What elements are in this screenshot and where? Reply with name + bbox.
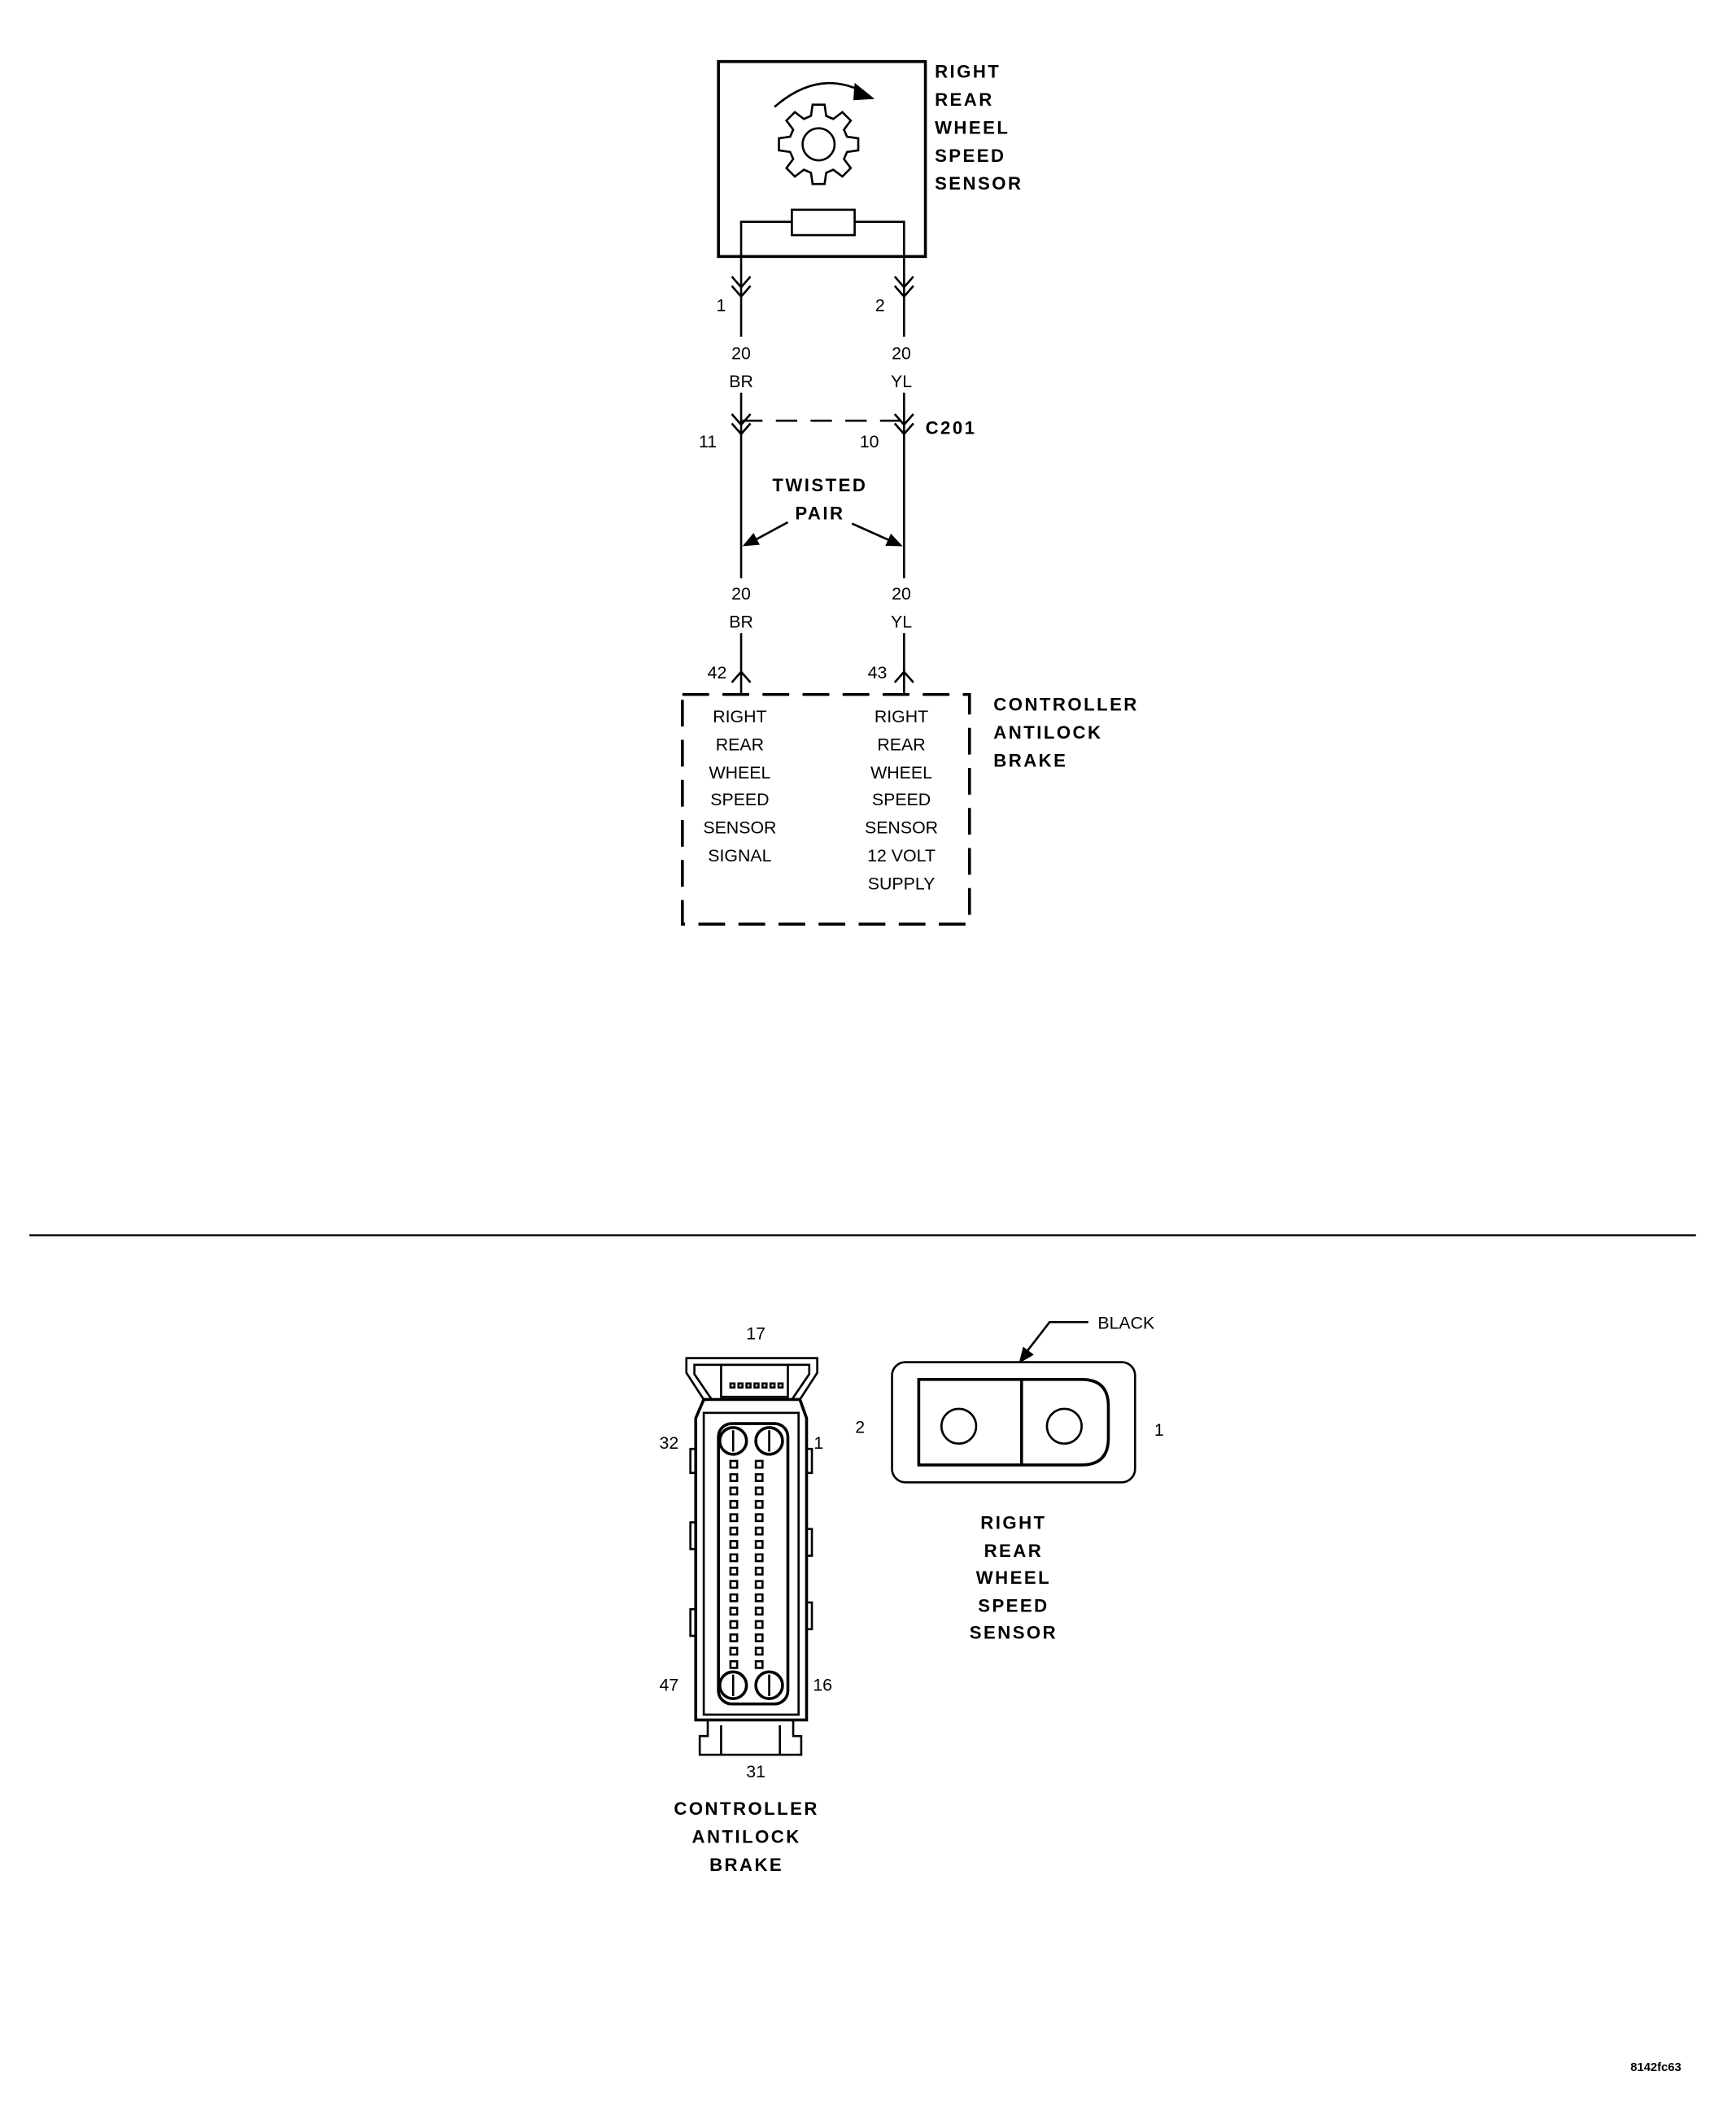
right-circuit-description bbox=[865, 707, 938, 893]
circuit-text: RIGHT bbox=[713, 707, 767, 727]
pin-cavity bbox=[731, 1608, 737, 1615]
controller-view-label-line: CONTROLLER bbox=[674, 1798, 819, 1819]
pin-cavities bbox=[731, 1461, 762, 1668]
circuit-text: 12 VOLT bbox=[867, 845, 936, 866]
color-leader-line bbox=[1027, 1322, 1088, 1351]
wire-color: BR bbox=[729, 612, 753, 632]
pin-cavity bbox=[731, 1594, 737, 1601]
pin-cavity bbox=[756, 1621, 762, 1628]
sensor-cavity-number-right: 1 bbox=[1154, 1419, 1164, 1440]
circuit-text: SPEED bbox=[871, 789, 931, 809]
pin-cavity bbox=[756, 1661, 762, 1668]
rotation-arrow bbox=[774, 83, 861, 107]
sensor-pin-left: 1 bbox=[716, 295, 726, 316]
pin-cavity bbox=[756, 1554, 762, 1561]
twisted-pair-callout bbox=[743, 475, 903, 546]
latch-dot bbox=[731, 1384, 735, 1388]
wheel-speed-sensor-symbol bbox=[718, 62, 925, 257]
arrowhead-icon bbox=[1018, 1346, 1033, 1363]
terminal-cavity bbox=[941, 1409, 976, 1444]
rotation-arrowhead-icon bbox=[853, 83, 875, 100]
cavity-number-lower-left: 47 bbox=[659, 1675, 679, 1695]
pin-cavity bbox=[731, 1621, 737, 1628]
sensor-label-line: REAR bbox=[935, 89, 994, 110]
cavity-number-top: 17 bbox=[746, 1323, 765, 1344]
pin-cavity bbox=[756, 1568, 762, 1574]
sensor-view-label-line: SPEED bbox=[978, 1595, 1049, 1616]
connector-latch-inner bbox=[695, 1365, 809, 1400]
pin-cavity bbox=[731, 1541, 737, 1547]
circuit-text: REAR bbox=[877, 735, 926, 755]
pin-cavity bbox=[731, 1634, 737, 1641]
sensor-label-line: RIGHT bbox=[935, 61, 1001, 82]
connector-pin-field bbox=[718, 1424, 787, 1704]
figure-id: 8142fc63 bbox=[1630, 2061, 1681, 2075]
twisted-pair-arrow bbox=[852, 524, 889, 541]
controller-pin-right: 43 bbox=[867, 663, 888, 683]
pin-cavity bbox=[731, 1528, 737, 1534]
wire-gauge: 20 bbox=[731, 343, 751, 364]
side-tab bbox=[691, 1609, 696, 1636]
controller-pin-left: 42 bbox=[707, 663, 727, 683]
pin-cavity bbox=[756, 1648, 762, 1655]
pin-cavity bbox=[731, 1461, 737, 1467]
pin-cavity bbox=[731, 1568, 737, 1574]
gear-icon bbox=[779, 105, 859, 185]
connector-side-tabs bbox=[691, 1449, 812, 1636]
pin-cavity bbox=[731, 1515, 737, 1521]
pin-cavity bbox=[731, 1661, 737, 1668]
connector-color-label: BLACK bbox=[1097, 1313, 1155, 1333]
pin-cavity bbox=[731, 1488, 737, 1494]
twisted-pair-label: TWISTED bbox=[772, 475, 868, 496]
sensor-view-label-line: SENSOR bbox=[969, 1622, 1058, 1643]
wire-gauge: 20 bbox=[892, 584, 911, 604]
connector-foot bbox=[700, 1720, 801, 1755]
side-tab bbox=[691, 1523, 696, 1550]
side-tab bbox=[806, 1602, 812, 1629]
pin-cavity bbox=[731, 1474, 737, 1480]
terminal-cavity bbox=[1047, 1409, 1082, 1444]
controller-label-line: BRAKE bbox=[993, 750, 1068, 771]
circuit-text: REAR bbox=[715, 735, 765, 755]
twisted-pair-label: PAIR bbox=[795, 503, 845, 524]
wire-gauge: 20 bbox=[892, 343, 911, 364]
circuit-text: WHEEL bbox=[870, 763, 932, 783]
pin-cavity bbox=[731, 1554, 737, 1561]
circuit-text: SENSOR bbox=[703, 818, 777, 838]
circuit-text: SPEED bbox=[710, 789, 770, 809]
controller-label-line: CONTROLLER bbox=[993, 694, 1139, 715]
controller-view-label-line: ANTILOCK bbox=[691, 1826, 801, 1847]
pin-cavity bbox=[756, 1515, 762, 1521]
circuit-text: RIGHT bbox=[874, 707, 929, 727]
pin-cavity bbox=[756, 1594, 762, 1601]
c201-pin-left: 11 bbox=[698, 432, 718, 452]
pin-cavity bbox=[756, 1634, 762, 1641]
pin-cavity bbox=[756, 1501, 762, 1507]
pin-cavity bbox=[731, 1581, 737, 1588]
circuit-text: WHEEL bbox=[709, 763, 771, 783]
pin-cavity bbox=[731, 1501, 737, 1507]
circuit-text: SUPPLY bbox=[867, 874, 936, 894]
connector-guide-posts bbox=[720, 1428, 783, 1698]
sensor-label-line: SENSOR bbox=[935, 173, 1023, 194]
sensor-label-line: SPEED bbox=[935, 145, 1006, 166]
sensor-label bbox=[935, 61, 1023, 194]
wire-color: BR bbox=[729, 372, 753, 392]
sensor-connector bbox=[716, 277, 913, 316]
sensor-connector-face bbox=[918, 1380, 1108, 1465]
latch-dot bbox=[739, 1384, 743, 1388]
sensor-label-line: WHEEL bbox=[935, 117, 1010, 138]
side-tab bbox=[691, 1449, 696, 1473]
pin-cavity bbox=[731, 1648, 737, 1655]
pin-cavity bbox=[756, 1581, 762, 1588]
sensor-view-label-line: WHEEL bbox=[975, 1568, 1052, 1589]
left-circuit-description bbox=[703, 707, 776, 866]
latch-detail bbox=[731, 1384, 783, 1388]
connector-body bbox=[696, 1399, 806, 1720]
sensor-view-label-line: REAR bbox=[984, 1541, 1044, 1562]
side-tab bbox=[806, 1449, 812, 1473]
circuit-text: SIGNAL bbox=[708, 845, 772, 866]
wire-color: YL bbox=[890, 372, 913, 392]
circuit-text: SENSOR bbox=[864, 818, 939, 838]
cavity-number-upper-right: 1 bbox=[813, 1433, 824, 1454]
cavity-number-upper-left: 32 bbox=[659, 1433, 679, 1454]
controller-connector bbox=[708, 663, 914, 682]
pin-cavity bbox=[756, 1541, 762, 1547]
c201-pin-right: 10 bbox=[859, 432, 879, 452]
latch-dot bbox=[770, 1384, 774, 1388]
twisted-pair-arrow bbox=[756, 522, 787, 539]
pin-cavity bbox=[756, 1488, 762, 1494]
sensor-cavity-number-left: 2 bbox=[855, 1417, 866, 1437]
controller-connector-view bbox=[660, 1324, 833, 1875]
sensor-pin-right: 2 bbox=[875, 295, 885, 316]
pin-cavity bbox=[756, 1528, 762, 1534]
gear-hub bbox=[803, 129, 835, 160]
controller-view-label-line: BRAKE bbox=[709, 1854, 784, 1875]
controller-label bbox=[993, 694, 1138, 770]
sensor-view-label-line: RIGHT bbox=[980, 1512, 1047, 1533]
controller-label-line: ANTILOCK bbox=[993, 722, 1103, 743]
connector-latch-window bbox=[721, 1365, 787, 1397]
latch-dot bbox=[754, 1384, 758, 1388]
pin-cavity bbox=[756, 1474, 762, 1480]
pin-cavity bbox=[756, 1608, 762, 1615]
sensor-connector-view bbox=[855, 1313, 1164, 1642]
latch-dot bbox=[762, 1384, 766, 1388]
side-tab bbox=[806, 1529, 812, 1556]
latch-dot bbox=[779, 1384, 783, 1388]
cavity-number-bottom: 31 bbox=[746, 1762, 765, 1782]
wire-gauge: 20 bbox=[731, 584, 751, 604]
latch-dot bbox=[747, 1384, 751, 1388]
cavity-number-lower-right: 16 bbox=[813, 1675, 833, 1695]
pin-cavity bbox=[756, 1461, 762, 1467]
wire-color: YL bbox=[890, 612, 913, 632]
c201-label: C201 bbox=[925, 417, 977, 438]
resistor-symbol bbox=[792, 210, 854, 235]
schematic bbox=[683, 61, 1139, 924]
